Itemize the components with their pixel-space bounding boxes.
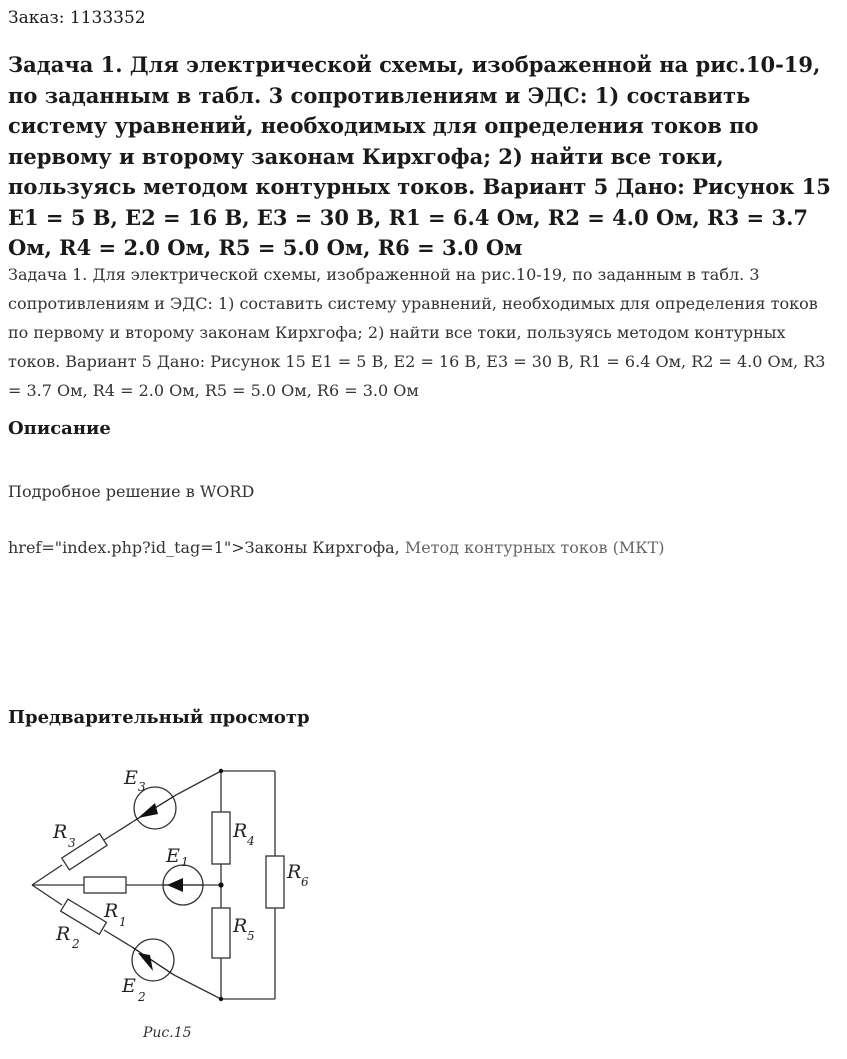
task-text: Задача 1. Для электрической схемы, изображенной на рис.10-19, по заданным в табл. 3 сопротивлениям и ЭДС: 1) составить систему уравнений, необходимых для определения токов по первому и второму законам Кирхгофа; 2) найти все токи, пользуясь методом контурных токов. Вариант 5 Дано: Рисунок 15 E1 = 5 В, E2 = 16 В, E3 = 30 В, R1 = 6.4 Ом, R2 = 4.0 Ом, R3 = 3.7 Ом, R4 = 2.0 Ом, R5 = 5.0 Ом, R6 = 3.0 Ом [8, 265, 826, 400]
label-r3-sub: 3 [68, 836, 76, 850]
emf-source-e2 [132, 939, 174, 981]
label-r2: R [56, 923, 71, 945]
label-e1-sub: 1 [181, 855, 189, 869]
label-e1: E [166, 845, 180, 867]
label-e3-sub: 3 [138, 780, 146, 794]
label-r6-sub: 6 [301, 875, 309, 889]
label-r1-sub: 1 [119, 915, 127, 929]
label-r4-sub: 4 [247, 834, 255, 848]
label-r4: R [233, 820, 248, 842]
resistor-r5 [212, 908, 230, 958]
label-r2-sub: 2 [72, 937, 80, 951]
figure-caption: Рис.15 [143, 1025, 192, 1041]
resistor-r6 [266, 856, 284, 908]
resistor-r1 [84, 877, 126, 893]
order-number: Заказ: 1133352 [8, 8, 146, 28]
label-r1: R [104, 900, 119, 922]
preview-heading: Предварительный просмотр [8, 707, 310, 728]
node-center [218, 882, 223, 887]
label-e3: E [124, 767, 138, 789]
solution-text: Подробное решение в WORD [8, 482, 255, 501]
description-heading: Описание [8, 418, 111, 439]
label-e2: E [122, 975, 136, 997]
tags-line [8, 538, 665, 557]
tags-prefix: href="index.php?id_tag=1">Законы Кирхгофа, [8, 538, 405, 557]
task-title: Задача 1. Для электрической схемы, изображенной на рис.10-19, по заданным в табл. 3 сопротивлениям и ЭДС: 1) составить систему уравнений, необходимых для определения токов по первому и второму законам Кирхгофа; 2) найти все токи, пользуясь методом контурных токов. Вариант 5 Дано: Рисунок 15 E1 = 5 В, E2 = 16 В, E3 = 30 В, R1 = 6.4 Ом, R2 = 4.0 Ом, R3 = 3.7 Ом, R4 = 2.0 Ом, R5 = 5.0 Ом, R6 = 3.0 Ом [8, 52, 831, 260]
tag-link-mkt[interactable]: Метод контурных токов (МКТ) [404, 538, 665, 557]
label-e2-sub: 2 [138, 990, 146, 1004]
label-r5-sub: 5 [247, 929, 255, 943]
resistor-r4 [212, 812, 230, 864]
label-r5: R [233, 915, 248, 937]
label-r3: R [53, 821, 68, 843]
circuit-diagram [0, 748, 320, 1023]
label-r6: R [287, 861, 302, 883]
